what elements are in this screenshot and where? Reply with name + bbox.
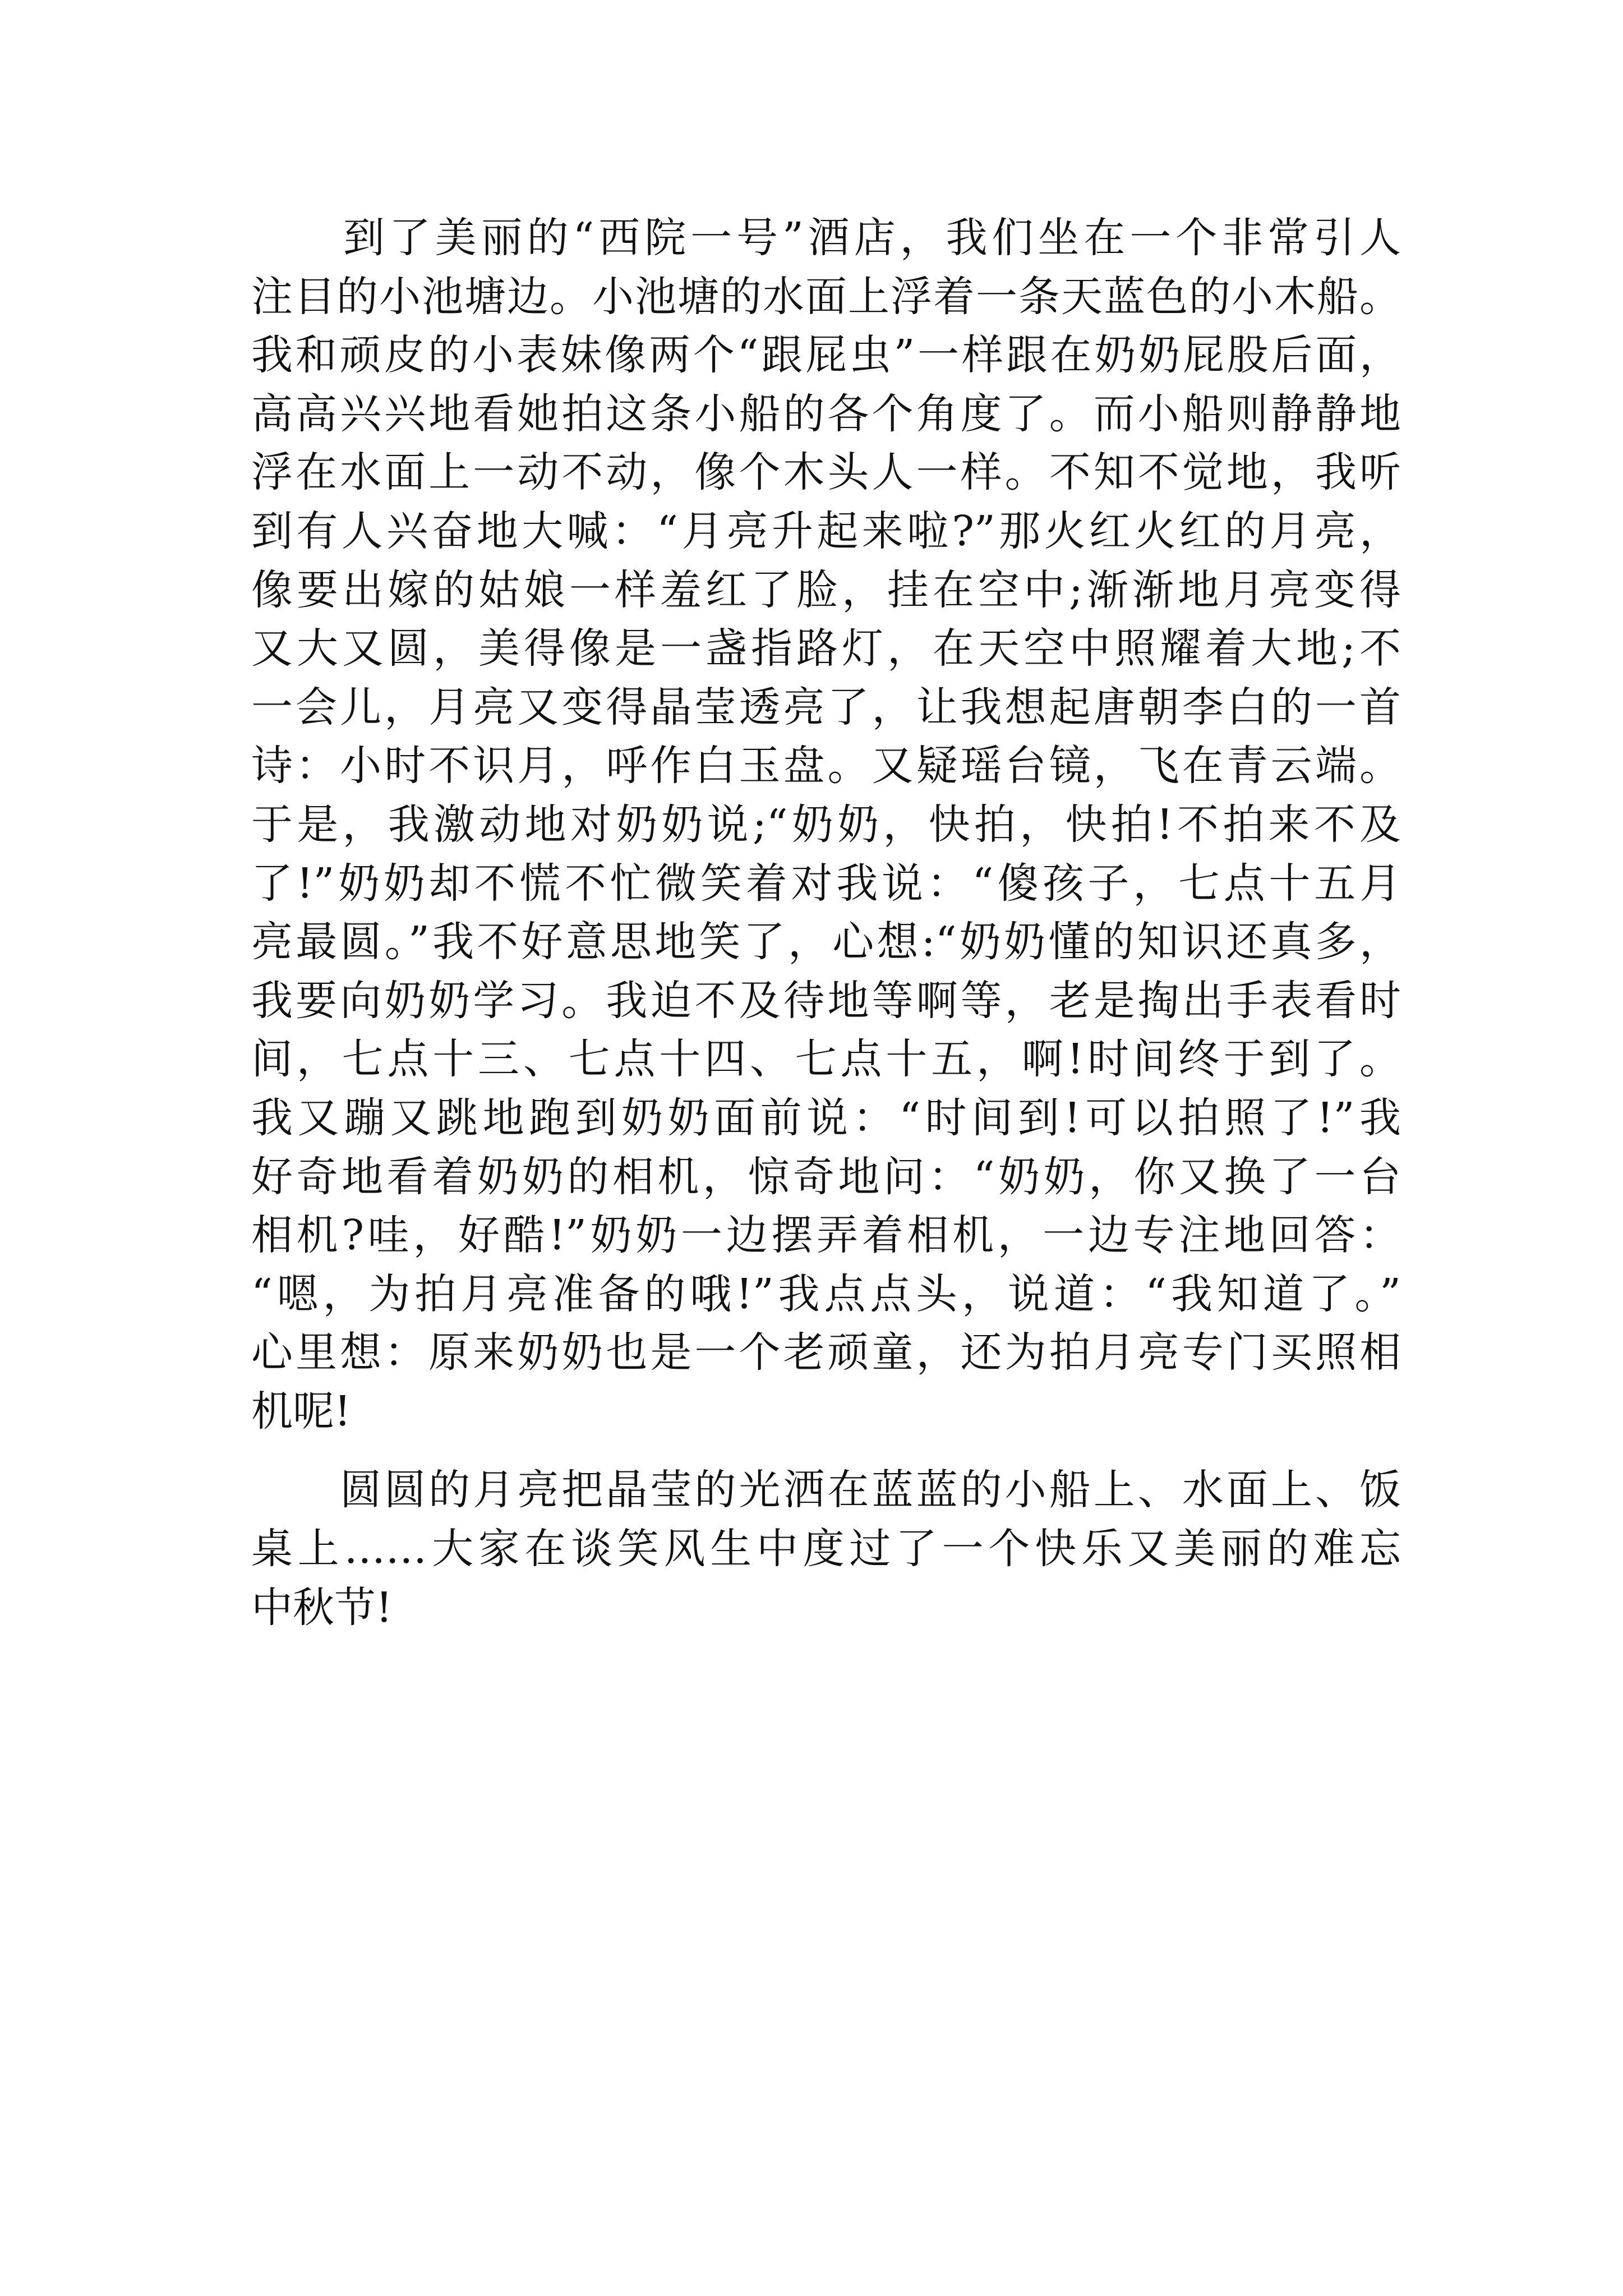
paragraph-line: 心里想：原来奶奶也是一个老顽童，还为拍月亮专门买照相 bbox=[251, 1328, 1401, 1377]
paragraph-line: 相机?哇，好酷!”奶奶一边摆弄着相机，一边专注地回答： bbox=[251, 1211, 1401, 1260]
paragraph-line: 到有人兴奋地大喊：“月亮升起来啦?”那火红火红的月亮， bbox=[251, 507, 1401, 555]
paragraph-line: 了!”奶奶却不慌不忙微笑着对我说：“傻孩子，七点十五月 bbox=[251, 859, 1401, 908]
paragraph-line: 圆圆的月亮把晶莹的光洒在蓝蓝的小船上、水面上、饭 bbox=[251, 1466, 1401, 1515]
paragraph-line: 到了美丽的“西院一号”酒店，我们坐在一个非常引人 bbox=[251, 214, 1401, 262]
paragraph-line: 亮最圆。”我不好意思地笑了，心想:“奶奶懂的知识还真多， bbox=[251, 918, 1401, 967]
paragraph-1 bbox=[251, 209, 1401, 1441]
paragraph-line: 间，七点十三、七点十四、七点十五，啊!时间终于到了。 bbox=[251, 1035, 1401, 1084]
paragraph-line: 我又蹦又跳地跑到奶奶面前说：“时间到!可以拍照了!”我 bbox=[251, 1093, 1401, 1142]
paragraph-line: 好奇地看着奶奶的相机，惊奇地问：“奶奶，你又换了一台 bbox=[251, 1152, 1401, 1201]
paragraph-line: 于是，我激动地对奶奶说;“奶奶，快拍，快拍!不拍来不及 bbox=[251, 800, 1401, 849]
paragraph-line: 浮在水面上一动不动，像个木头人一样。不知不觉地，我听 bbox=[251, 448, 1401, 497]
essay-body bbox=[251, 209, 1401, 1637]
paragraph-line: 又大又圆，美得像是一盏指路灯，在天空中照耀着大地;不 bbox=[251, 624, 1401, 673]
paragraph-line: 中秋节! bbox=[251, 1583, 393, 1632]
paragraph-line: 诗：小时不识月，呼作白玉盘。又疑瑶台镜，飞在青云端。 bbox=[251, 742, 1401, 790]
paragraph-2 bbox=[251, 1461, 1401, 1637]
paragraph-line: 我要向奶奶学习。我迫不及待地等啊等，老是掏出手表看时 bbox=[251, 976, 1401, 1025]
paragraph-line: “嗯，为拍月亮准备的哦!”我点点头，说道：“我知道了。” bbox=[251, 1269, 1401, 1318]
paragraph-line: 一会儿，月亮又变得晶莹透亮了，让我想起唐朝李白的一首 bbox=[251, 683, 1401, 731]
paragraph-line: 机呢! bbox=[251, 1387, 351, 1435]
paragraph-line: 桌上……大家在谈笑风生中度过了一个快乐又美丽的难忘 bbox=[251, 1525, 1401, 1573]
paragraph-line: 我和顽皮的小表妹像两个“跟屁虫”一样跟在奶奶屁股后面， bbox=[251, 331, 1401, 380]
paragraph-line: 像要出嫁的姑娘一样羞红了脸，挂在空中;渐渐地月亮变得 bbox=[251, 565, 1401, 614]
paragraph-line: 注目的小池塘边。小池塘的水面上浮着一条天蓝色的小木船。 bbox=[251, 272, 1401, 321]
paragraph-line: 高高兴兴地看她拍这条小船的各个角度了。而小船则静静地 bbox=[251, 389, 1401, 438]
